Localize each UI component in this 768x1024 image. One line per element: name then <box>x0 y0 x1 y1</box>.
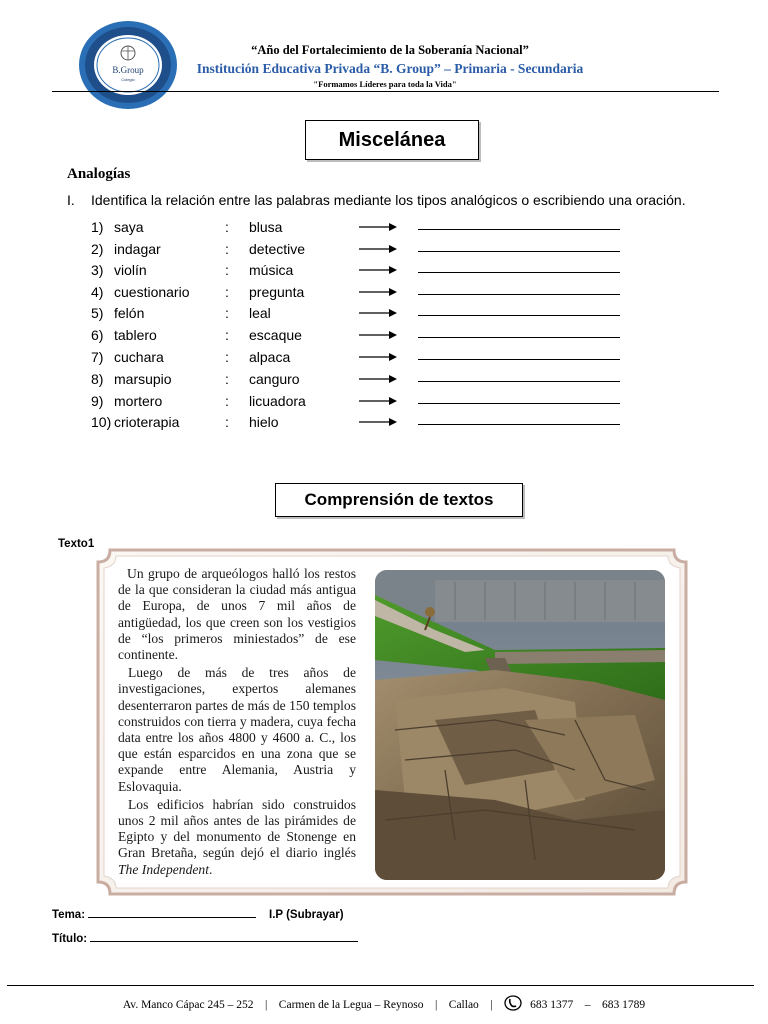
analogy-term-b: blusa <box>249 219 283 235</box>
reading-paragraph-3-end: . <box>208 861 213 877</box>
arrow-icon <box>359 373 397 385</box>
titulo-label: Título: <box>52 933 88 945</box>
arrow-icon <box>359 243 397 255</box>
analogy-row <box>91 239 631 259</box>
analogy-term-b: música <box>249 262 294 278</box>
analogy-term-a: felón <box>114 305 145 321</box>
analogy-term-b: pregunta <box>249 284 305 300</box>
analogy-number: 6) <box>91 327 104 343</box>
footer-divider <box>7 985 754 986</box>
analogy-row <box>91 260 631 280</box>
answer-line[interactable] <box>418 381 620 382</box>
tema-input-line[interactable] <box>88 907 256 918</box>
arrow-icon <box>359 416 397 428</box>
reading-paragraph-3-text: Los edificios habrían sido construidos unos 2 mil años antes de las pirámides de Egipto y del monumento de Stonenge en Gran Bretaña, según dejó el diario inglés <box>118 796 356 861</box>
analogy-separator: : <box>225 371 229 387</box>
analogy-number: 8) <box>91 371 104 387</box>
instruction-text: Identifica la relación entre las palabras mediante los tipos analógicos o escribiendo una oración. <box>91 192 686 208</box>
footer-separator: | <box>434 999 438 1011</box>
analogy-separator: : <box>225 349 229 365</box>
header-divider <box>52 91 719 92</box>
logo-subtext: Colegio <box>121 77 135 82</box>
analogy-number: 10) <box>91 414 112 430</box>
answer-line[interactable] <box>418 359 620 360</box>
analogy-term-b: licuadora <box>249 393 306 409</box>
footer-city: Callao <box>448 999 479 1011</box>
analogy-term-a: indagar <box>114 241 161 257</box>
titulo-field <box>52 931 358 945</box>
answer-line[interactable] <box>418 251 620 252</box>
footer-dash: – <box>584 999 591 1011</box>
ruins-photo <box>375 570 665 880</box>
reading-text <box>118 566 356 880</box>
analogy-number: 2) <box>91 241 104 257</box>
reading-paragraph-2: Luego de más de tres años de investigaciones, expertos alemanes desenterraron partes de más de 150 templos construidos con tierra y madera, cuya fecha data entre los años 4800 y 4600 a. C., los que están esparcidos en una zona que se expande entre Alemania, Austria y Eslovaquia. <box>118 665 356 794</box>
analogy-number: 4) <box>91 284 104 300</box>
analogy-separator: : <box>225 262 229 278</box>
analogy-term-b: leal <box>249 305 271 321</box>
analogy-row <box>91 347 631 367</box>
reading-paragraph-3 <box>118 797 356 878</box>
analogy-separator: : <box>225 327 229 343</box>
analogy-number: 9) <box>91 393 104 409</box>
ip-label: I.P (Subrayar) <box>269 909 344 921</box>
analogy-term-a: cuestionario <box>114 284 190 300</box>
newspaper-name: The Independent <box>118 861 209 877</box>
arrow-icon <box>359 286 397 298</box>
analogy-term-a: saya <box>114 219 144 235</box>
miscelanea-title: Miscelánea <box>305 120 479 160</box>
instruction-number: I. <box>67 192 75 208</box>
analogy-row <box>91 217 631 237</box>
text-label: Texto1 <box>58 538 95 550</box>
analogy-separator: : <box>225 414 229 430</box>
analogy-term-a: crioterapia <box>114 414 180 430</box>
analogy-number: 5) <box>91 305 104 321</box>
analogy-term-a: mortero <box>114 393 163 409</box>
answer-line[interactable] <box>418 337 620 338</box>
analogy-term-a: marsupio <box>114 371 172 387</box>
analogy-term-b: alpaca <box>249 349 291 365</box>
year-motto: “Año del Fortalecimiento de la Soberanía Nacional” <box>251 43 529 57</box>
footer-separator: | <box>264 999 268 1011</box>
footer <box>0 995 768 1011</box>
footer-district: Carmen de la Legua – Reynoso <box>278 999 424 1011</box>
analogy-row <box>91 325 631 345</box>
tema-label: Tema: <box>52 909 86 921</box>
footer-separator: | <box>490 999 493 1011</box>
analogy-term-a: violín <box>114 262 147 278</box>
analogy-separator: : <box>225 393 229 409</box>
titulo-input-line[interactable] <box>90 931 358 942</box>
analogy-number: 1) <box>91 219 104 235</box>
arrow-icon <box>359 329 397 341</box>
analogy-separator: : <box>225 284 229 300</box>
analogy-separator: : <box>225 305 229 321</box>
analogy-row <box>91 391 631 411</box>
analogy-row <box>91 282 631 302</box>
instruction <box>67 192 686 208</box>
analogy-row <box>91 303 631 323</box>
arrow-icon <box>359 307 397 319</box>
analogy-number: 7) <box>91 349 104 365</box>
answer-line[interactable] <box>418 229 620 230</box>
school-slogan: "Formamos Líderes para toda la Vida" <box>313 79 457 89</box>
analogy-term-b: hielo <box>249 414 279 430</box>
answer-line[interactable] <box>418 272 620 273</box>
school-logo <box>78 20 178 110</box>
analogy-number: 3) <box>91 262 104 278</box>
tema-field <box>52 907 344 921</box>
comprension-title: Comprensión de textos <box>275 483 523 517</box>
answer-line[interactable] <box>418 403 620 404</box>
arrow-icon <box>359 221 397 233</box>
analogy-row <box>91 412 631 432</box>
answer-line[interactable] <box>418 315 620 316</box>
phone-icon <box>504 995 522 1011</box>
analogy-term-b: escaque <box>249 327 302 343</box>
analogy-term-b: detective <box>249 241 306 257</box>
answer-line[interactable] <box>418 294 620 295</box>
answer-line[interactable] <box>418 424 620 425</box>
analogy-row <box>91 369 631 389</box>
footer-address: Av. Manco Cápac 245 – 252 <box>122 999 254 1011</box>
arrow-icon <box>359 264 397 276</box>
analogy-separator: : <box>225 219 229 235</box>
analogy-term-b: canguro <box>249 371 300 387</box>
footer-phone-1: 683 1377 <box>530 999 574 1011</box>
footer-phone-2: 683 1789 <box>602 999 646 1011</box>
analogy-term-a: cuchara <box>114 349 164 365</box>
analogias-heading: Analogías <box>67 166 131 182</box>
arrow-icon <box>359 351 397 363</box>
arrow-icon <box>359 395 397 407</box>
institution-name: Institución Educativa Privada “B. Group” – Primaria - Secundaria <box>196 61 584 76</box>
reading-paragraph-1: Un grupo de arqueólogos halló los restos de la que consideran la ciudad más antigua de Europa, de unos 7 mil años de antigüedad, los que creen son los vestigios de “los primeros miniestados” de ese continente. <box>118 566 356 663</box>
logo-text: B.Group <box>112 65 144 75</box>
analogy-term-a: tablero <box>114 327 157 343</box>
analogy-separator: : <box>225 241 229 257</box>
